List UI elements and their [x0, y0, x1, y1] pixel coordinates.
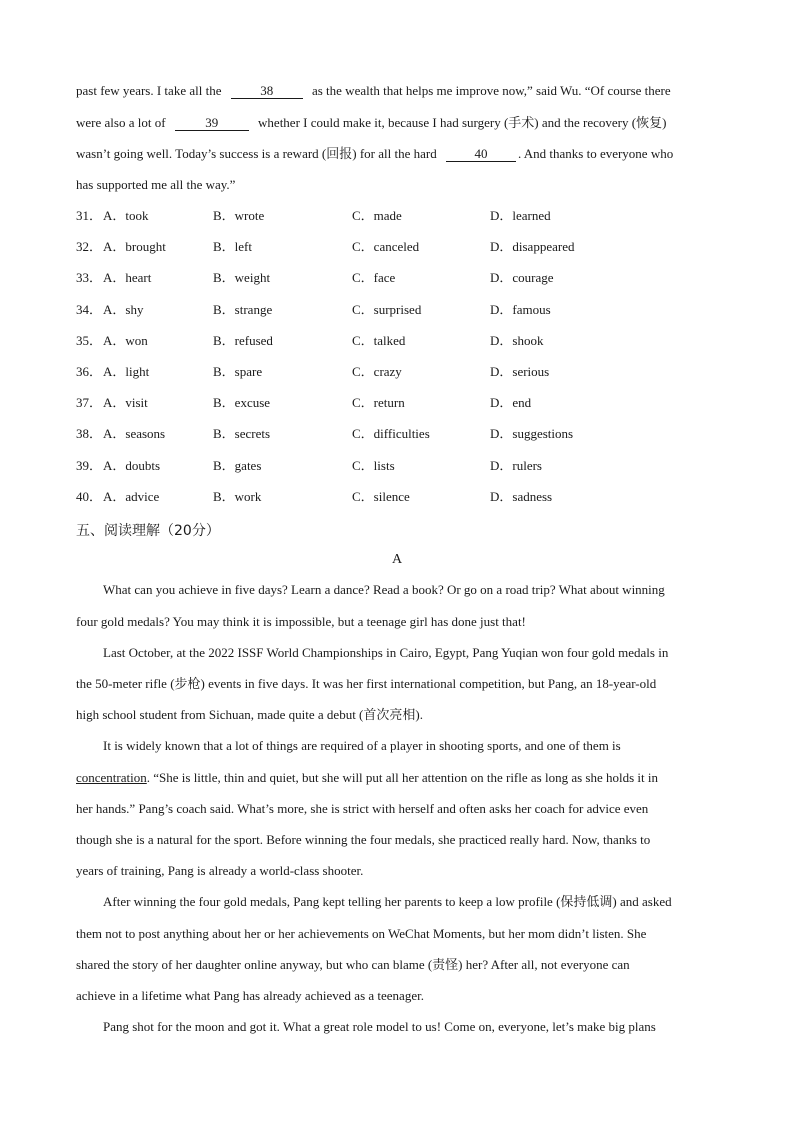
option-row-35 [76, 333, 719, 349]
option-a[interactable]: A．won [103, 333, 148, 348]
option-a[interactable]: A．light [103, 364, 150, 379]
option-row-40 [76, 489, 719, 505]
paragraph-line: It is widely known that a lot of things are required of a player in shooting sports, and one of them is [103, 738, 621, 753]
option-a[interactable]: A．shy [103, 302, 144, 317]
option-b[interactable]: B．wrote [213, 208, 265, 223]
passage-text: . “She is little, thin and quiet, but she will put all her attention on the rifle as long as she holds it in [146, 770, 659, 785]
paragraph-line: years of training, Pang is already a world-class shooter. [76, 863, 364, 878]
option-c[interactable]: C．lists [352, 458, 395, 473]
option-d[interactable]: D．disappeared [490, 239, 575, 254]
option-b[interactable]: B．secrets [213, 426, 271, 441]
option-a[interactable]: A．heart [103, 270, 152, 285]
option-d[interactable]: D．end [490, 395, 532, 410]
passage-text: wasn’t going well. Today’s success is a reward (回报) for all the hard [76, 146, 437, 161]
option-a[interactable]: A．advice [103, 489, 160, 504]
option-c[interactable]: C．crazy [352, 364, 402, 379]
option-d[interactable]: D．serious [490, 364, 550, 379]
option-c[interactable]: C．difficulties [352, 426, 430, 441]
paragraph-line [76, 770, 719, 786]
question-number: 38． [76, 426, 103, 441]
passage-text: past few years. I take all the [76, 83, 222, 98]
blank-40[interactable]: 40 [446, 147, 516, 162]
option-d[interactable]: D．sadness [490, 489, 553, 504]
option-a[interactable]: A．seasons [103, 426, 166, 441]
option-row-32 [76, 239, 719, 255]
passage-line [76, 146, 719, 162]
question-number: 34． [76, 302, 103, 317]
question-number: 31． [76, 208, 103, 223]
paragraph-line: achieve in a lifetime what Pang has already achieved as a teenager. [76, 988, 424, 1003]
option-c[interactable]: C．made [352, 208, 402, 223]
option-b[interactable]: B．spare [213, 364, 263, 379]
option-b[interactable]: B．excuse [213, 395, 271, 410]
paragraph-line: After winning the four gold medals, Pang kept telling her parents to keep a low profile (保持低调) and asked [103, 894, 672, 909]
question-number: 32． [76, 239, 103, 254]
option-b[interactable]: B．left [213, 239, 252, 254]
option-row-34 [76, 302, 719, 318]
passage-text: . And thanks to everyone who [517, 146, 674, 161]
option-b[interactable]: B．strange [213, 302, 273, 317]
option-b[interactable]: B．gates [213, 458, 262, 473]
question-number: 33． [76, 270, 103, 285]
question-number: 35． [76, 333, 103, 348]
paragraph-line: her hands.” Pang’s coach said. What’s more, she is strict with herself and often asks her coach for advice even [76, 801, 649, 816]
option-c[interactable]: C．surprised [352, 302, 422, 317]
option-c[interactable]: C．canceled [352, 239, 420, 254]
option-d[interactable]: D．suggestions [490, 426, 574, 441]
question-number: 39． [76, 458, 103, 473]
option-b[interactable]: B．refused [213, 333, 273, 348]
question-number: 37． [76, 395, 103, 410]
option-row-37 [76, 395, 719, 411]
paragraph-line: four gold medals? You may think it is impossible, but a teenage girl has done just that! [76, 614, 526, 629]
passage-label: A [391, 552, 403, 567]
option-d[interactable]: D．shook [490, 333, 544, 348]
underlined-word: concentration [76, 770, 147, 785]
passage-line: has supported me all the way.” [76, 177, 236, 192]
option-a[interactable]: A．doubts [103, 458, 161, 473]
paragraph-line: high school student from Sichuan, made quite a debut (首次亮相). [76, 707, 423, 722]
blank-39[interactable]: 39 [175, 116, 249, 131]
paragraph-line: Last October, at the 2022 ISSF World Championships in Cairo, Egypt, Pang Yuqian won four gold medals in [103, 645, 669, 660]
question-number: 36． [76, 364, 103, 379]
option-d[interactable]: D．courage [490, 270, 554, 285]
option-c[interactable]: C．silence [352, 489, 410, 504]
option-row-36 [76, 364, 719, 380]
passage-text: were also a lot of [76, 115, 166, 130]
passage-text: whether I could make it, because I had surgery (手术) and the recovery (恢复) [258, 115, 667, 130]
option-b[interactable]: B．weight [213, 270, 271, 285]
paragraph-line: shared the story of her daughter online anyway, but who can blame (责怪) her? After all, not everyone can [76, 957, 630, 972]
option-d[interactable]: D．famous [490, 302, 551, 317]
option-row-31 [76, 208, 719, 224]
paragraph-line: What can you achieve in five days? Learn a dance? Read a book? Or go on a road trip? What about winning [103, 582, 665, 597]
option-c[interactable]: C．return [352, 395, 405, 410]
question-number: 40． [76, 489, 103, 504]
paragraph-line: the 50-meter rifle (步枪) events in five days. It was her first international competition, but Pang, an 18-year-old [76, 676, 657, 691]
passage-text: as the wealth that helps me improve now,” said Wu. “Of course there [311, 83, 671, 98]
paragraph-line: them not to post anything about her or her achievements on WeChat Moments, but her mom didn’t listen. She [76, 926, 647, 941]
option-a[interactable]: A．brought [103, 239, 166, 254]
passage-line [76, 83, 719, 99]
option-a[interactable]: A．visit [103, 395, 148, 410]
option-c[interactable]: C．talked [352, 333, 406, 348]
passage-line [76, 115, 719, 131]
option-row-33 [76, 270, 719, 286]
option-d[interactable]: D．learned [490, 208, 551, 223]
section-heading: 五、阅读理解（20分） [76, 523, 220, 539]
paragraph-line: though she is a natural for the sport. Before winning the four medals, she practiced really hard. Now, thanks to [76, 832, 651, 847]
option-c[interactable]: C．face [352, 270, 396, 285]
option-row-38 [76, 426, 719, 442]
blank-38[interactable]: 38 [231, 84, 303, 99]
paragraph-line: Pang shot for the moon and got it. What a great role model to us! Come on, everyone, let’s make big plans [103, 1019, 656, 1034]
option-b[interactable]: B．work [213, 489, 262, 504]
option-d[interactable]: D．rulers [490, 458, 542, 473]
option-row-39 [76, 458, 719, 474]
option-a[interactable]: A．took [103, 208, 149, 223]
